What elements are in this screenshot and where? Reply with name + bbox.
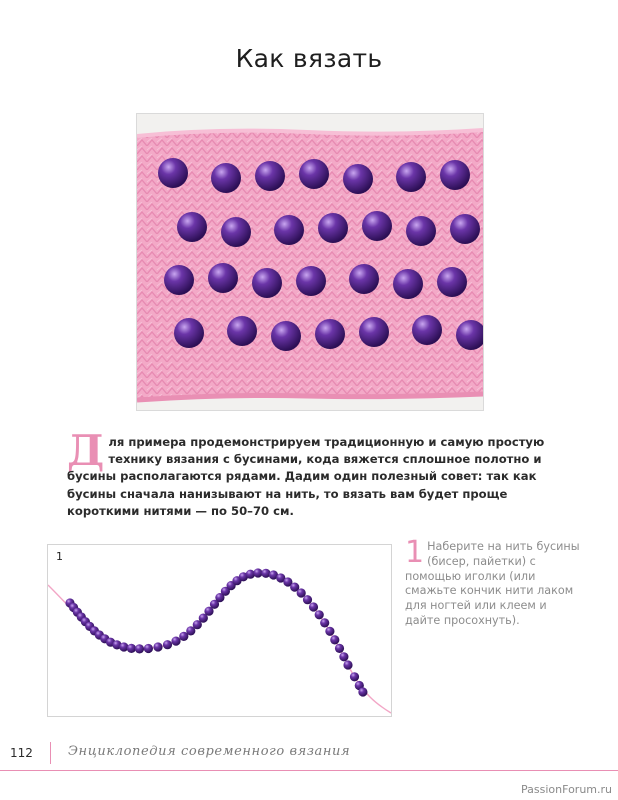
bead	[221, 217, 251, 247]
bead	[174, 318, 204, 348]
bead	[343, 164, 373, 194]
bead	[211, 163, 241, 193]
strand-bead	[309, 602, 318, 611]
book-title: Энциклопедия современного вязания	[68, 744, 351, 759]
footer-rule	[0, 770, 618, 771]
strand-bead	[163, 640, 172, 649]
footer-divider	[50, 742, 51, 764]
bead	[393, 269, 423, 299]
bead	[450, 214, 480, 244]
page-title: Как вязать	[235, 44, 383, 73]
watermark: PassionForum.ru	[521, 783, 612, 796]
bead	[274, 215, 304, 245]
strand-bead	[350, 672, 359, 681]
strand-bead	[358, 687, 367, 696]
step-text: Наберите на нить бусины (бисер, пайетки) с помощью иголки (или смажьте кончик нити лаком для ногтей или клеем и дайте просохнуть).	[405, 540, 580, 627]
intro-text: ля примера продемонстрируем традиционную и самую простую технику вязания с бусинами, кода вяжется сплошное полотно и бусины располагаются рядами. Дадим один полезный совет: так как бусины сначала нанизывают на нить, то вязать вам будет проще короткими нитями — по 50–70 см.	[67, 435, 545, 518]
bead	[252, 268, 282, 298]
strand-bead	[253, 568, 262, 577]
strand-bead	[320, 618, 329, 627]
strand-bead	[339, 652, 348, 661]
strand-bead	[303, 595, 312, 604]
bead	[177, 212, 207, 242]
strand-bead	[297, 588, 306, 597]
strand-bead	[171, 637, 180, 646]
bead	[396, 162, 426, 192]
strand-bead	[144, 644, 153, 653]
bead	[318, 213, 348, 243]
beaded-strand-illustration	[48, 545, 391, 716]
bead	[296, 266, 326, 296]
strand-bead	[315, 610, 324, 619]
strand-bead	[153, 642, 162, 651]
strand-bead	[261, 569, 270, 578]
strand-bead	[335, 644, 344, 653]
bead	[158, 158, 188, 188]
bead	[437, 267, 467, 297]
bead	[359, 317, 389, 347]
bead	[208, 263, 238, 293]
intro-paragraph	[67, 426, 557, 520]
step-1-instruction	[405, 535, 581, 629]
step-number: 1	[405, 535, 425, 570]
strand-bead	[330, 635, 339, 644]
strand-bead	[325, 627, 334, 636]
bead	[164, 265, 194, 295]
bead	[271, 321, 301, 351]
bead	[440, 160, 470, 190]
strand-bead	[343, 660, 352, 669]
bead	[412, 315, 442, 345]
bead	[255, 161, 285, 191]
strand-bead	[127, 644, 136, 653]
step-photo-label: 1	[56, 550, 63, 563]
bead	[406, 216, 436, 246]
page-number: 112	[10, 746, 33, 760]
bead	[299, 159, 329, 189]
bead	[315, 319, 345, 349]
step-1-photo	[47, 544, 392, 717]
beaded-knit-photo	[136, 113, 484, 411]
drop-cap: Д	[67, 426, 105, 475]
bead	[349, 264, 379, 294]
bead	[362, 211, 392, 241]
bead	[227, 316, 257, 346]
strand-bead	[135, 644, 144, 653]
beaded-fabric-illustration	[137, 114, 483, 410]
